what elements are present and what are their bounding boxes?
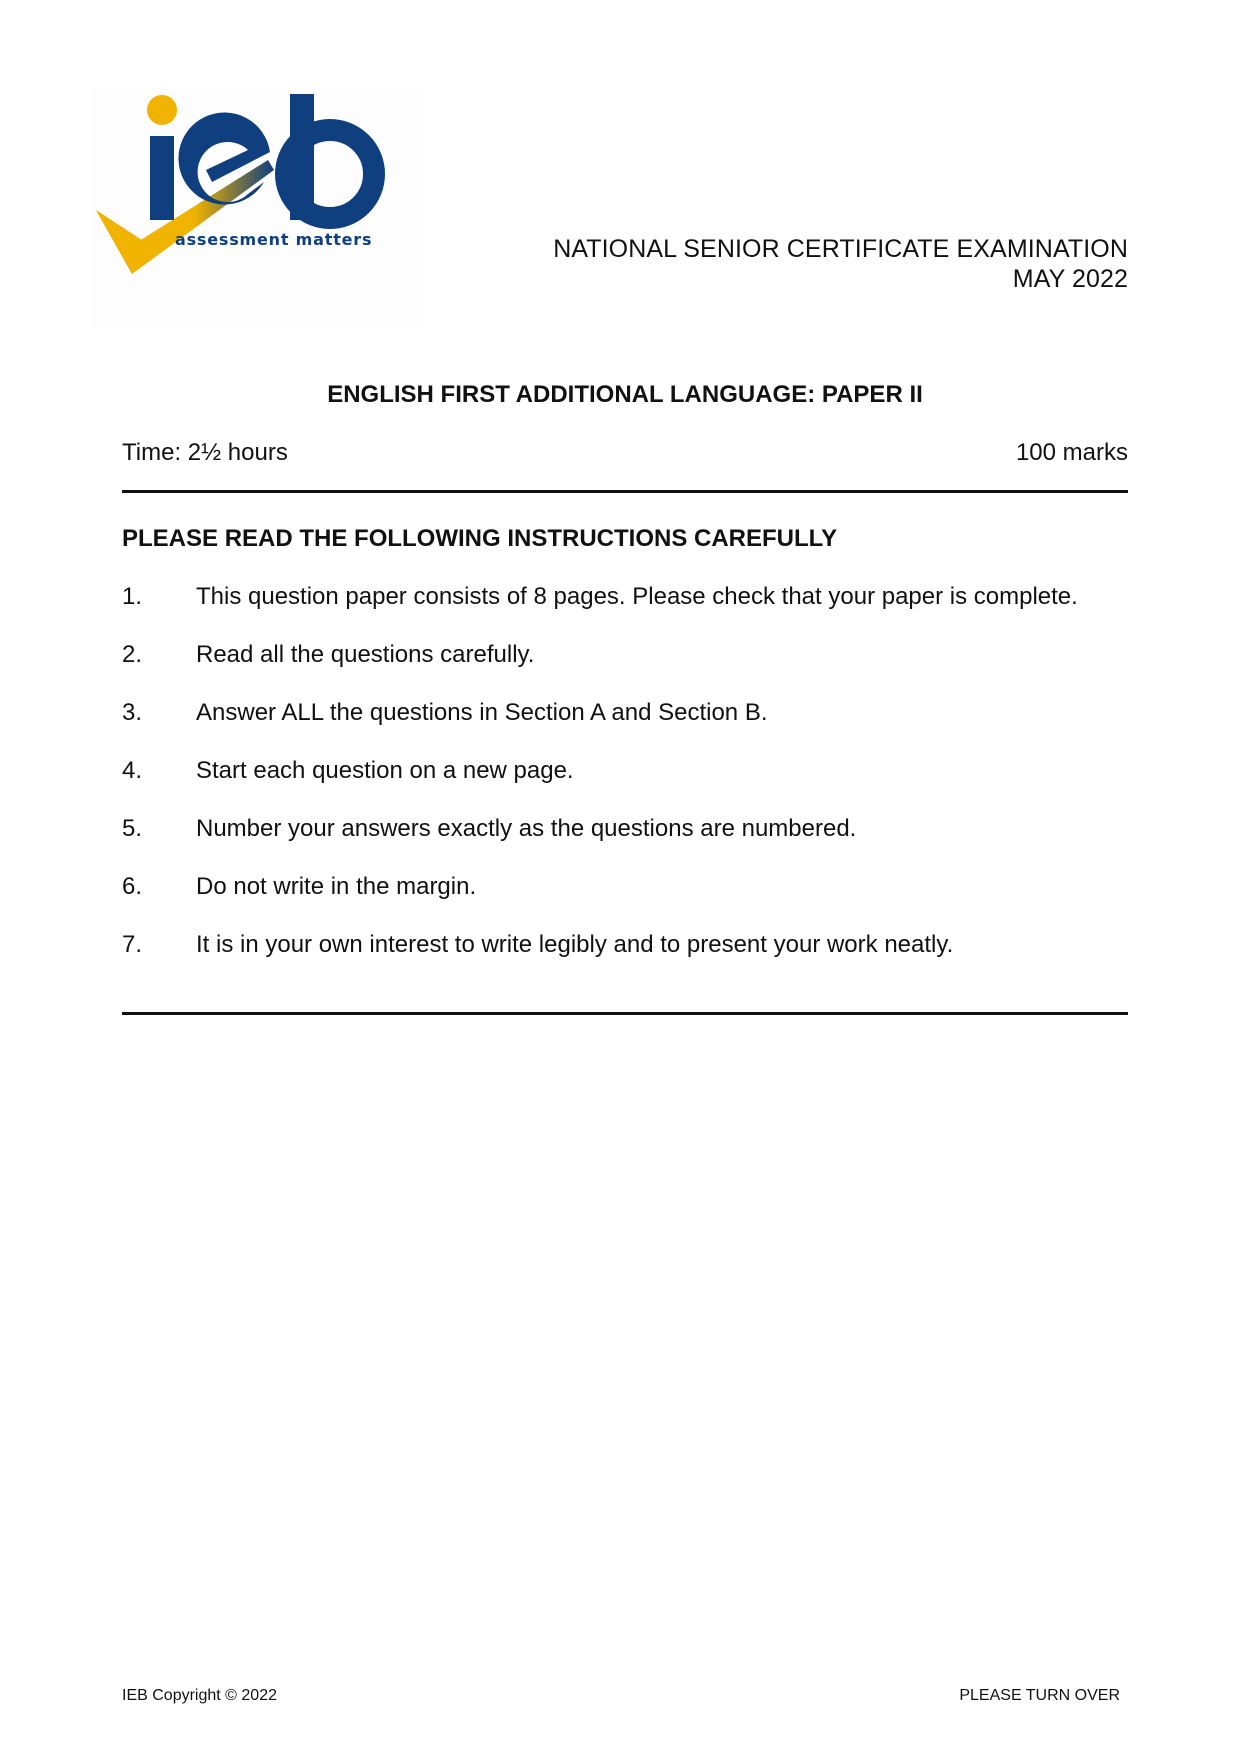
copyright-notice: IEB Copyright © 2022	[122, 1687, 277, 1704]
divider-top	[122, 490, 1128, 493]
logo-tagline: assessment matters	[175, 230, 373, 249]
instruction-item	[122, 640, 1132, 698]
paper-meta	[122, 438, 1128, 468]
divider-bottom	[122, 1012, 1128, 1015]
instruction-item	[122, 698, 1132, 756]
time-allowed: Time: 2½ hours	[122, 439, 288, 466]
exam-session: MAY 2022	[1012, 265, 1128, 293]
instruction-number: 2.	[122, 641, 143, 668]
instruction-text: Read all the questions carefully.	[196, 641, 535, 668]
instruction-item	[122, 814, 1132, 872]
ieb-logo	[92, 88, 424, 330]
instruction-number: 4.	[122, 757, 143, 784]
instruction-number: 7.	[122, 931, 143, 958]
instruction-text: Do not write in the margin.	[196, 873, 477, 900]
instruction-text: Number your answers exactly as the questions are numbered.	[196, 815, 857, 842]
page-footer	[122, 1686, 1120, 1706]
total-marks: 100 marks	[1015, 439, 1128, 466]
instruction-number: 1.	[122, 583, 143, 610]
paper-title: ENGLISH FIRST ADDITIONAL LANGUAGE: PAPER II	[327, 381, 923, 408]
instructions-list	[122, 582, 1132, 988]
instruction-text: Answer ALL the questions in Section A and Section B.	[196, 699, 768, 726]
instruction-item	[122, 756, 1132, 814]
instruction-text: Start each question on a new page.	[196, 757, 574, 784]
instruction-item	[122, 930, 1132, 988]
instructions-heading: PLEASE READ THE FOLLOWING INSTRUCTIONS CAREFULLY	[122, 525, 838, 552]
ieb-logo-graphic	[92, 88, 424, 330]
instruction-number: 3.	[122, 699, 143, 726]
exam-name: NATIONAL SENIOR CERTIFICATE EXAMINATION	[553, 235, 1128, 263]
turn-over-notice: PLEASE TURN OVER	[959, 1687, 1120, 1704]
instruction-text: This question paper consists of 8 pages. Please check that your paper is complete.	[196, 583, 1078, 610]
instruction-item	[122, 872, 1132, 930]
instruction-number: 5.	[122, 815, 143, 842]
instruction-item	[122, 582, 1132, 640]
instruction-number: 6.	[122, 873, 143, 900]
exam-header	[553, 234, 1128, 294]
instruction-text: It is in your own interest to write legibly and to present your work neatly.	[196, 931, 954, 958]
